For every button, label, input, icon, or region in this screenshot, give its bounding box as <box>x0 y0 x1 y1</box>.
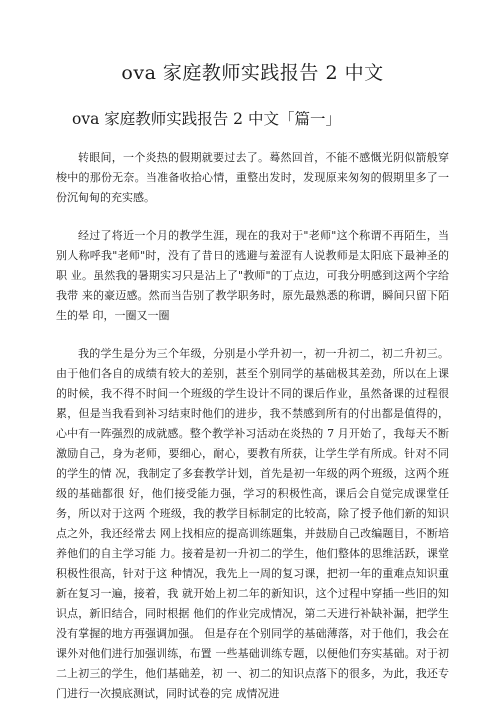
paragraph-2: 经过了将近一个月的教学生涯，现在的我对于"老师"这个称谓不再陌生，当别人称呼我"老师"时，没有了昔日的逃避与羞涩有人说教师是太阳底下最神圣的职 业。虽然我的暑期实习只是沾上了"教师"的丁点边，可我分明感到这两个字给我带 来的豪迈感。然而当告别了教学职务时，原先最熟悉的称谓，瞬间只留下陌生的晕 印，一圈又一圈 <box>56 229 449 322</box>
paragraph-1: 转眼间，一个炎热的假期就要过去了。蓦然回首，不能不感慨光阴似箭般穿梭中的那份无奈。当准备收拾心情，重整出发时，发现原来匆匆的假期里多了一份沉甸甸的充实感。 <box>56 151 449 204</box>
paragraph-3: 我的学生是分为三个年级，分别是小学升初一，初一升初二，初二升初三。由于他们各自的成绩有较大的差别，甚至个别同学的基础极其差劲，所以在上课的时候，我不得不时间一个班级的学生设计不同的课后作业，虽然备课的过程很累，但是当我看到补习结束时他们的进步，我不禁感到所有的付出都是值得的，心中有一阵强烈的成就感。整个教学补习活动在炎热的 7 月开始了，我每天不断激励自己，身为老师，要细心，耐心，要教有所获，让学生学有所成。针对不同的学生的情 况，我制定了多套教学计划，首先是初一年级的两个班级，这两个班级的基础都很 好，他们接受能力强，学习的积极性高，课后会自觉完成课堂任务，所以对于这两 个班级，我的教学目标制定的比较高，除了授予他们新的知识点之外，我还经常去 网上找相应的提高训练题集，并鼓励自己改编题目，不断培养他们的自主学习能 力。接着是初一升初二的学生，他们整体的思维活跃，课堂积极性很高，针对于这 种情况，我先上一周的复习课，把初一年的重难点知识重新在复习一遍，接着，我 就开始上初二年的新知识，这个过程中穿插一些旧的知识点，新旧结合，同时根据 他们的作业完成情况，第二天进行补缺补漏，把学生没有掌握的地方再强调加强。 但是存在个别同学的基础薄落，对于他们，我会在课外对他们进行加强训练，布置 一些基础训练专题，以便他们夯实基础。对于初二上初三的学生，他们基础差，初 一、初二的知识点落下的很多，为此，我还专门进行一次摸底测试，同时试卷的完 成情况进 <box>56 347 449 700</box>
document-title: ova 家庭教师实践报告 2 中文 <box>121 62 384 84</box>
section-title: ova 家庭教师实践报告 2 中文「篇一」 <box>72 110 341 128</box>
